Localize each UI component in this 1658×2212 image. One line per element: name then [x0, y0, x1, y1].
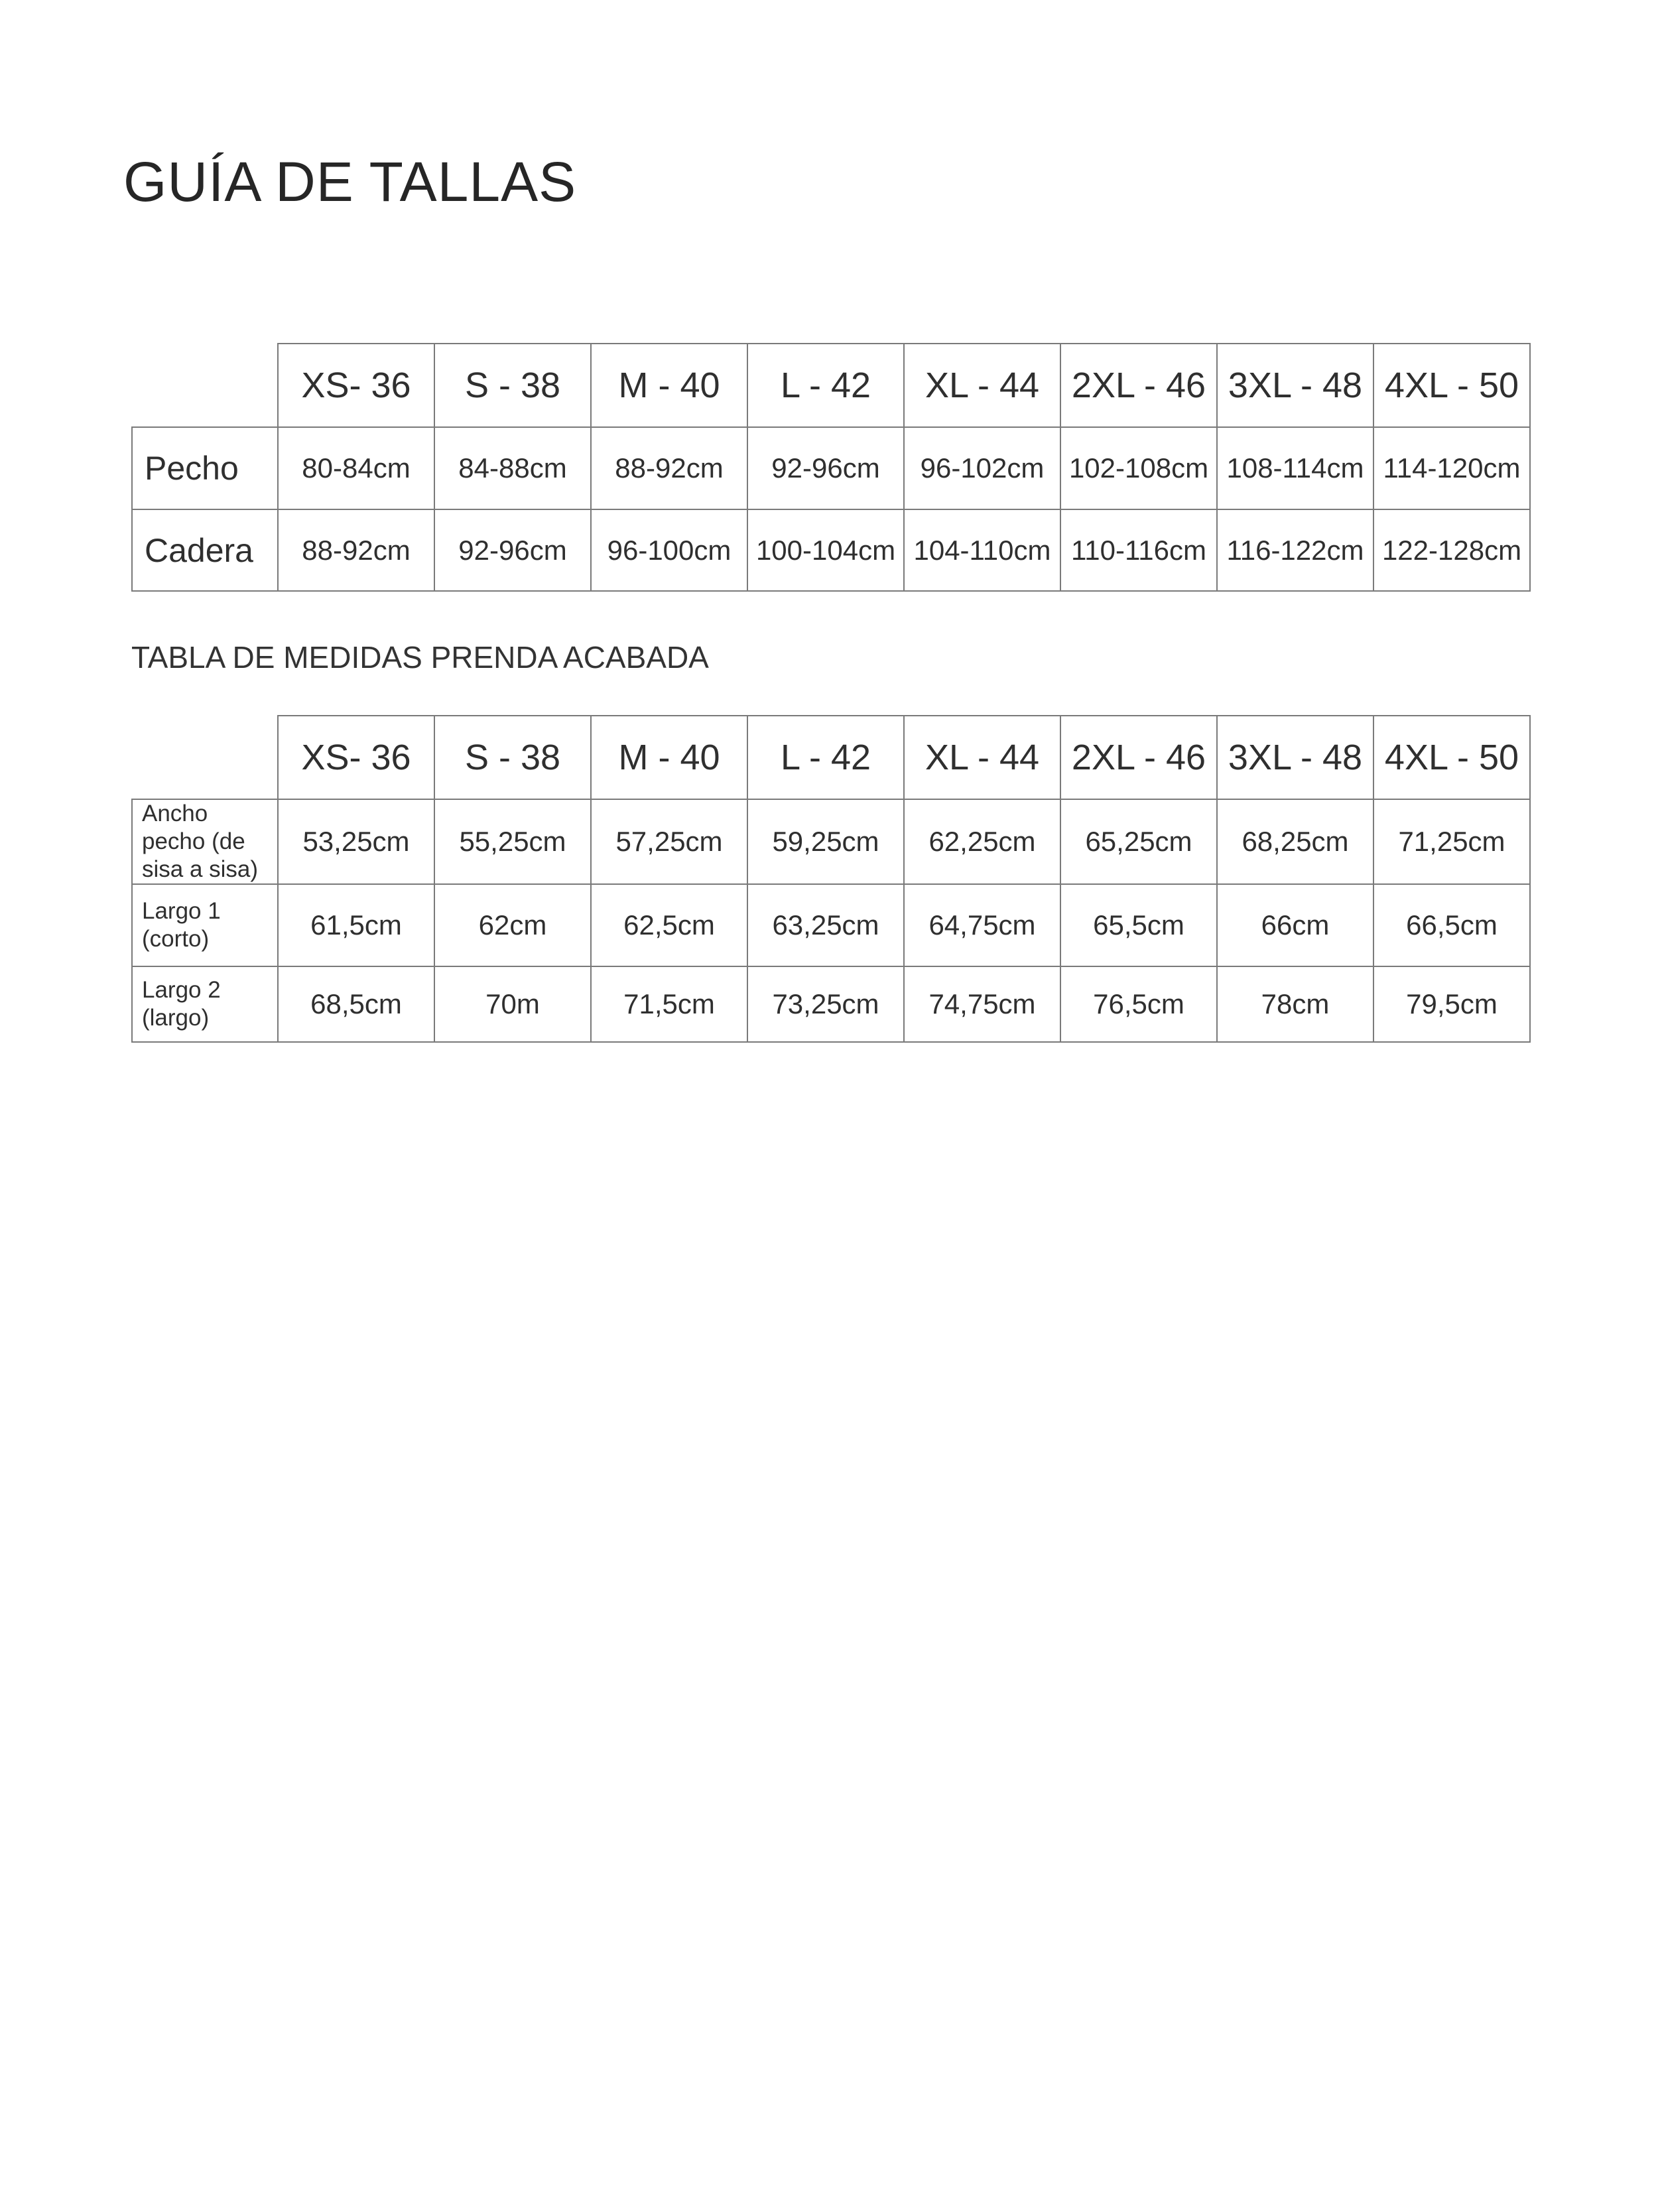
size-header: S - 38 — [434, 344, 591, 427]
row-label: Pecho — [132, 427, 278, 509]
table-cell: 100-104cm — [747, 509, 904, 591]
size-header: 3XL - 48 — [1217, 716, 1373, 799]
size-header: L - 42 — [747, 716, 904, 799]
table-cell: 79,5cm — [1373, 966, 1530, 1042]
table-cell: 61,5cm — [278, 884, 434, 966]
table-cell: 108-114cm — [1217, 427, 1373, 509]
table-cell: 92-96cm — [434, 509, 591, 591]
table-cell: 71,25cm — [1373, 799, 1530, 884]
body-size-table — [131, 343, 1531, 592]
table-cell: 96-102cm — [904, 427, 1060, 509]
table-cell: 55,25cm — [434, 799, 591, 884]
table-cell: 65,5cm — [1060, 884, 1217, 966]
table-cell: 66cm — [1217, 884, 1373, 966]
table-cell: 62,5cm — [591, 884, 747, 966]
size-header: XS- 36 — [278, 716, 434, 799]
table-header-row — [132, 716, 1530, 799]
table-cell: 96-100cm — [591, 509, 747, 591]
table-cell: 71,5cm — [591, 966, 747, 1042]
table-cell: 68,5cm — [278, 966, 434, 1042]
row-label: Ancho pecho (de sisa a sisa) — [132, 799, 278, 884]
size-header: 3XL - 48 — [1217, 344, 1373, 427]
table-header-row — [132, 344, 1530, 427]
table-cell: 73,25cm — [747, 966, 904, 1042]
table-cell: 78cm — [1217, 966, 1373, 1042]
table-cell: 122-128cm — [1373, 509, 1530, 591]
size-header: M - 40 — [591, 344, 747, 427]
table-cell: 63,25cm — [747, 884, 904, 966]
table-cell: 59,25cm — [747, 799, 904, 884]
size-header: S - 38 — [434, 716, 591, 799]
table-cell: 62,25cm — [904, 799, 1060, 884]
size-header: 2XL - 46 — [1060, 344, 1217, 427]
table-cell: 62cm — [434, 884, 591, 966]
size-header: XL - 44 — [904, 716, 1060, 799]
row-label: Cadera — [132, 509, 278, 591]
table-cell: 64,75cm — [904, 884, 1060, 966]
size-header: XL - 44 — [904, 344, 1060, 427]
table-cell: 84-88cm — [434, 427, 591, 509]
table-cell: 53,25cm — [278, 799, 434, 884]
size-header: M - 40 — [591, 716, 747, 799]
table-cell: 92-96cm — [747, 427, 904, 509]
table-cell: 65,25cm — [1060, 799, 1217, 884]
finished-table-title: TABLA DE MEDIDAS PRENDA ACABADA — [131, 640, 709, 675]
table-cell: 66,5cm — [1373, 884, 1530, 966]
table-cell: 104-110cm — [904, 509, 1060, 591]
table-cell: 110-116cm — [1060, 509, 1217, 591]
table-corner-cell — [132, 716, 278, 799]
row-label: Largo 2 (largo) — [132, 966, 278, 1042]
table-cell: 80-84cm — [278, 427, 434, 509]
table-cell: 88-92cm — [591, 427, 747, 509]
size-header: XS- 36 — [278, 344, 434, 427]
table-cell: 74,75cm — [904, 966, 1060, 1042]
table-cell: 102-108cm — [1060, 427, 1217, 509]
size-header: 4XL - 50 — [1373, 344, 1530, 427]
table-row — [132, 509, 1530, 591]
finished-garment-table — [131, 715, 1531, 1043]
table-row — [132, 427, 1530, 509]
size-header: 4XL - 50 — [1373, 716, 1530, 799]
table-cell: 116-122cm — [1217, 509, 1373, 591]
table-corner-cell — [132, 344, 278, 427]
table-cell: 88-92cm — [278, 509, 434, 591]
table-cell: 76,5cm — [1060, 966, 1217, 1042]
table-row — [132, 966, 1530, 1042]
size-header: L - 42 — [747, 344, 904, 427]
table-cell: 70m — [434, 966, 591, 1042]
table-row — [132, 799, 1530, 884]
page-title: GUÍA DE TALLAS — [123, 151, 577, 213]
table-row — [132, 884, 1530, 966]
table-cell: 114-120cm — [1373, 427, 1530, 509]
table-cell: 57,25cm — [591, 799, 747, 884]
size-header: 2XL - 46 — [1060, 716, 1217, 799]
row-label: Largo 1 (corto) — [132, 884, 278, 966]
table-cell: 68,25cm — [1217, 799, 1373, 884]
